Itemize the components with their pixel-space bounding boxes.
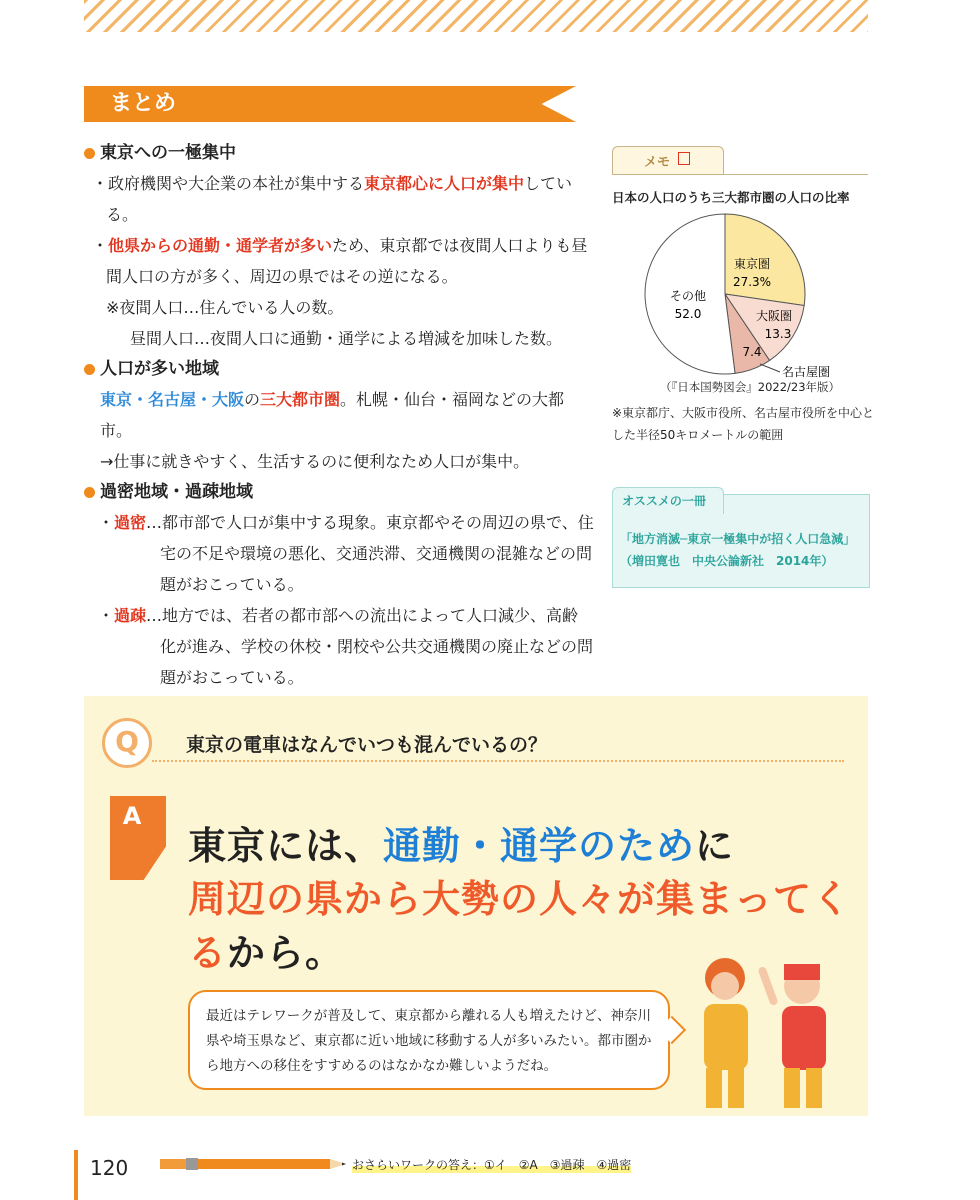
- slice-label: 東京圏: [733, 257, 771, 271]
- answer-highlight: 通勤・通学のため: [383, 824, 696, 868]
- summary-line: ・過疎…地方では、若者の都市部への流出によって人口減少、高齢化が進み、学校の休校・閉校や公共交通機関の廃止などの問題がおこっている。: [98, 606, 593, 687]
- decorative-stripes: [84, 0, 868, 32]
- student-left: [704, 958, 748, 1108]
- summary-body: [84, 138, 594, 693]
- bullet-icon: [84, 364, 95, 375]
- recommend-label: オススメの一冊: [622, 494, 706, 508]
- slice-value: 13.3: [764, 327, 792, 341]
- memo-divider: [612, 174, 868, 175]
- chart-note: [612, 402, 874, 446]
- text: ・政府機関や大企業の本社が集中する: [92, 174, 365, 193]
- note-line: ※東京都庁、大阪市役所、名古屋市役所を中心と: [612, 406, 875, 420]
- student-right: [757, 964, 826, 1108]
- text: …地方では、若者の都市部への流出によって人口減少、高齢化が進み、学校の休校・閉校や公共交通機関の廃止などの問題がおこっている。: [146, 606, 593, 687]
- slice-label: 名古屋圏: [782, 365, 831, 378]
- summary-line: →仕事に就きやすく、生活するのに便利なため人口が集中。: [100, 452, 530, 471]
- highlight-text: 東京・名古屋・大阪: [100, 390, 245, 409]
- answer-line-2: 周辺の県から大勢の人々が集まってく: [188, 877, 852, 921]
- review-answers: おさらいワークの答え：①イ ②A ③過疎 ④過密: [352, 1158, 632, 1172]
- answer-line-1: [188, 815, 734, 870]
- answer-text: に: [695, 824, 735, 868]
- heading-text: 東京への一極集中: [100, 143, 236, 163]
- summary-line: [84, 384, 594, 446]
- heading-text: 過密地域・過疎地域: [100, 482, 253, 502]
- answer-letter: A: [122, 802, 142, 830]
- text: 。札幌・仙台・福岡などの大都市。: [100, 390, 565, 440]
- answer-highlight: る: [188, 931, 228, 975]
- slice-label: 大阪圏: [755, 309, 793, 323]
- answer-line-3: [188, 922, 344, 977]
- summary-line: [84, 230, 594, 292]
- note-line: 昼間人口…夜間人口に通勤・通学による増減を加味した数。: [130, 329, 563, 348]
- text: ・: [92, 236, 109, 255]
- bullet-icon: [84, 148, 95, 159]
- heading-text: 人口が多い地域: [100, 359, 219, 379]
- book-title: 「地方消滅─東京一極集中が招く人口急減」: [620, 532, 856, 546]
- highlight-text: 過密: [114, 513, 147, 532]
- bullet-icon: [84, 487, 95, 498]
- summary-line: ・過密…都市部で人口が集中する現象。東京都やその周辺の県で、住宅の不足や環境の悪化、交通渋滞、交通機関の混雑などの問題がおこっている。: [98, 513, 594, 594]
- speech-text: 最近はテレワークが普及して、東京都から離れる人も増えたけど、神奈川県や埼玉県など、東京都に近い地域に移動する人が多いみたい。都市圏から地方への移住をすすめるのはなかなか難しいようだね。: [206, 1008, 652, 1074]
- text: …都市部で人口が集中する現象。東京都やその周辺の県で、住宅の不足や環境の悪化、交通渋滞、交通機関の混雑などの問題がおこっている。: [146, 513, 594, 594]
- chart-title: 日本の人口のうち三大都市圏の人口の比率: [612, 190, 850, 205]
- characters-illustration: [690, 956, 860, 1116]
- question-letter: Q: [115, 725, 139, 758]
- slice-value: 27.3%: [732, 275, 772, 289]
- note-line: した半径50キロメートルの範囲: [612, 428, 784, 442]
- leader-line: [760, 364, 780, 372]
- slice-value: 7.4: [742, 345, 762, 359]
- question-text: 東京の電車はなんでいつも混んでいるの？: [186, 734, 548, 756]
- slice-label: その他: [669, 289, 707, 303]
- summary-line: [84, 168, 594, 230]
- text: ため、東京都では夜間人口よりも昼間人口の方が多く、周辺の県ではその逆になる。: [106, 236, 588, 286]
- pencil-icon: [160, 1156, 350, 1172]
- highlight-text: 他県からの通勤・通学者が多い: [108, 236, 333, 255]
- highlight-text: 三大都市圏: [260, 390, 341, 409]
- section-heading: [84, 477, 594, 507]
- memo-icon: [678, 152, 690, 165]
- pie-chart: [640, 208, 840, 378]
- book-meta: （増田寛也 中央公論新社 2014年）: [620, 554, 834, 568]
- question-underline: [152, 760, 844, 763]
- text: の: [244, 390, 261, 409]
- text: している。: [106, 174, 573, 224]
- section-heading: [84, 354, 594, 384]
- memo-label: メモ: [644, 155, 671, 170]
- section-heading: [84, 138, 594, 168]
- answer-text: 東京には、: [188, 824, 384, 868]
- answer-text: から。: [227, 931, 345, 975]
- note-line: ※夜間人口…住んでいる人の数。: [106, 298, 344, 317]
- page-number: 120: [90, 1156, 129, 1180]
- summary-title: まとめ: [110, 91, 177, 116]
- slice-value: 52.0: [674, 307, 702, 321]
- chart-source: （『日本国勢図会』2022/23年版）: [660, 380, 841, 394]
- highlight-text: 過疎: [114, 606, 147, 625]
- footer-bar: [74, 1150, 78, 1200]
- highlight-text: 東京都心に人口が集中: [364, 174, 525, 193]
